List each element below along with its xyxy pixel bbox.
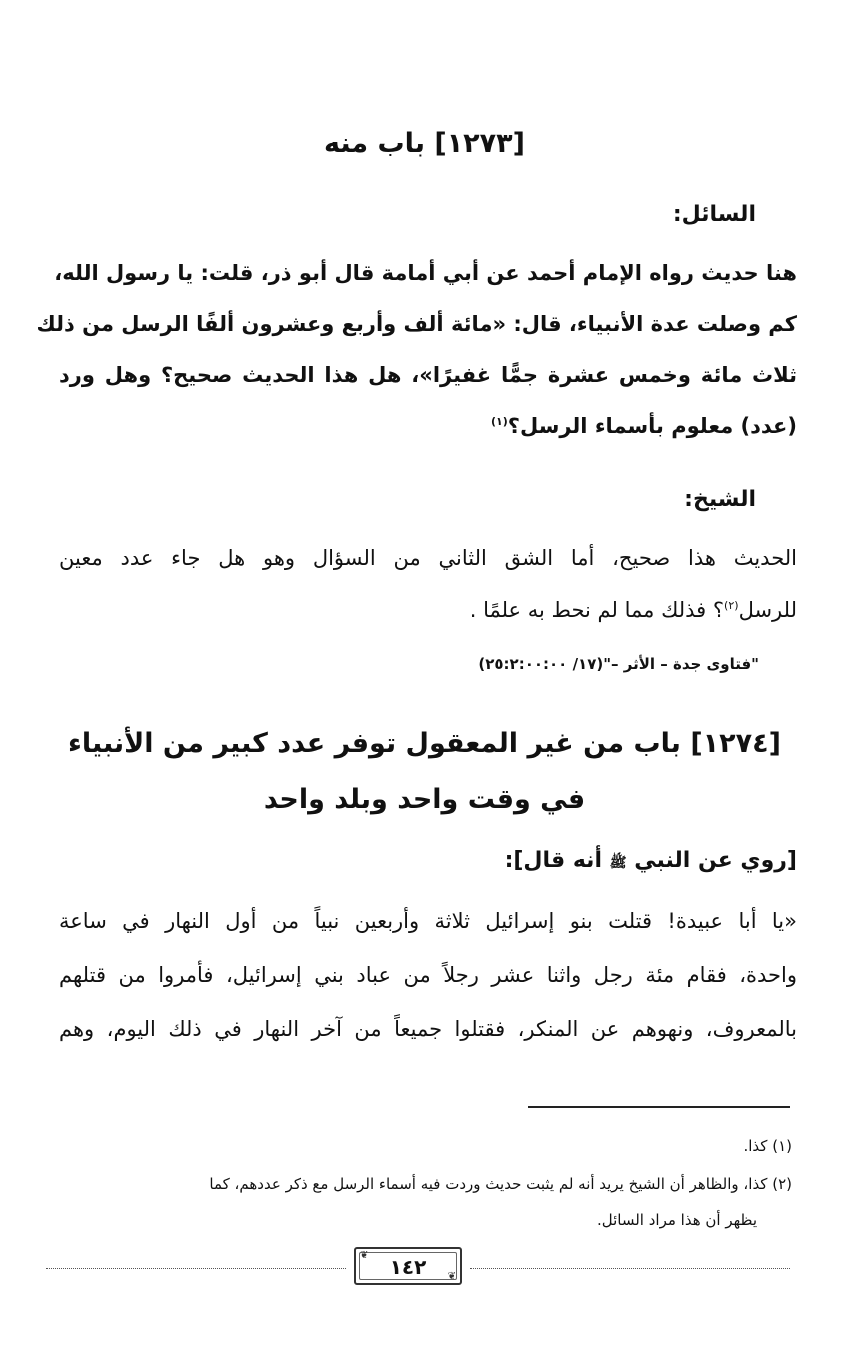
- questioner-label: السائل:: [672, 202, 756, 227]
- hadith-line: بالمعروف، ونهوهم عن المنكر، فقتلوا جميعاً من آخر النهار في ذلك اليوم، وهم: [59, 1017, 797, 1041]
- section-title-line2: في وقت واحد وبلد واحد: [263, 784, 586, 815]
- footnote-ref: (٢): [724, 599, 739, 612]
- salawat-glyph: ﷺ: [609, 855, 627, 871]
- intro-text: [روي عن النبي: [634, 848, 797, 873]
- intro-text-end: أنه قال]:: [504, 848, 602, 873]
- section-title-line1: [١٢٧٤] باب من غير المعقول توفر عدد كبير من الأنبياء: [68, 728, 781, 759]
- question-last-line: [491, 414, 797, 438]
- hadith-line: واحدة، فقام مئة رجل واثنا عشر رجلاً من عباد بني إسرائيل، فأمروا من قتلهم: [59, 963, 797, 987]
- answer-last-line: [470, 598, 797, 622]
- page-number-frame: [354, 1247, 462, 1285]
- footnote-1: (١) كذا.: [743, 1137, 792, 1155]
- answer-text: للرسل: [738, 598, 797, 622]
- answer-line: الحديث هذا صحيح، أما الشق الثاني من السؤال وهو هل جاء عدد معين: [59, 546, 797, 570]
- sheikh-label: الشيخ:: [684, 487, 756, 512]
- page-number: ١٤٢: [389, 1255, 427, 1279]
- ornament-icon: ❦: [447, 1271, 456, 1282]
- question-line: هنا حديث رواه الإمام أحمد عن أبي أمامة قال أبو ذر، قلت: يا رسول الله،: [54, 261, 797, 285]
- question-line: ثلاث مائة وخمس عشرة جمًّا غفيرًا»، هل هذا الحديث صحيح؟ وهل ورد: [59, 363, 797, 387]
- hadith-line: «يا أبا عبيدة! قتلت بنو إسرائيل ثلاثة وأربعين نبياً من أول النهار في ساعة: [59, 909, 797, 933]
- question-text: (عدد) معلوم بأسماء الرسل؟: [507, 414, 797, 438]
- dotted-rule-left: [46, 1268, 346, 1269]
- section-title: [١٢٧٣] باب منه: [324, 128, 525, 159]
- answer-text-end: ؟ فذلك مما لم نحط به علمًا .: [469, 598, 725, 622]
- dotted-rule-right: [470, 1268, 790, 1269]
- source-citation: "فتاوى جدة – الأثر –"(١٧/ ٢٥:٢:٠٠:٠٠): [478, 655, 759, 673]
- ornament-icon: ❦: [360, 1250, 369, 1261]
- footnote-2: (٢) كذا، والظاهر أن الشيخ يريد أنه لم يثبت حديث وردت فيه أسماء الرسل مع ذكر عددهم، كما: [209, 1175, 792, 1193]
- footnote-ref: (١): [491, 415, 508, 428]
- footnote-separator: [528, 1106, 790, 1108]
- footnote-2-continued: يظهر أن هذا مراد السائل.: [596, 1211, 757, 1229]
- hadith-intro: [505, 848, 797, 874]
- question-line: كم وصلت عدة الأنبياء، قال: «مائة ألف وأربع وعشرون ألفًا الرسل من ذلك: [36, 312, 797, 336]
